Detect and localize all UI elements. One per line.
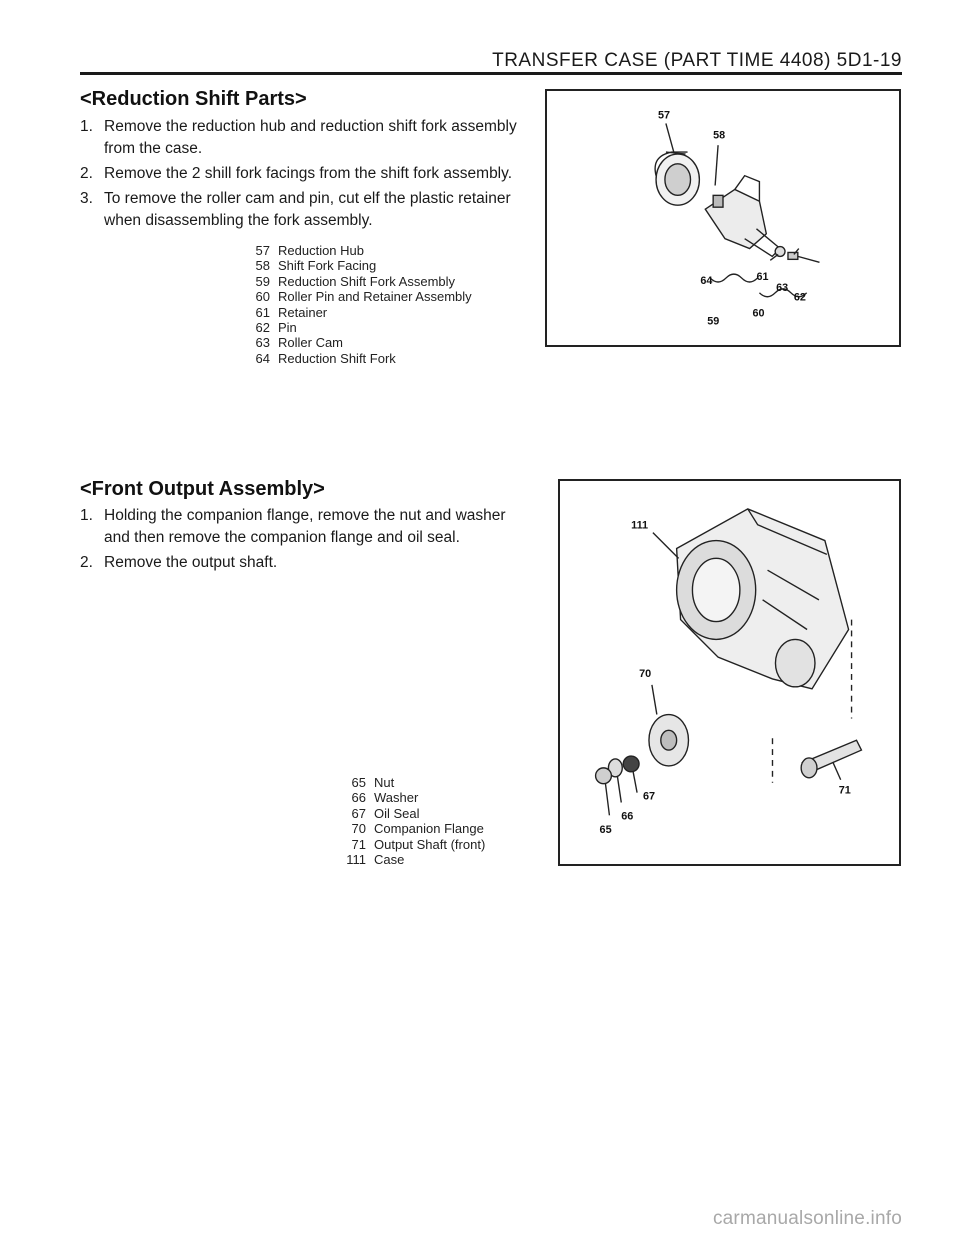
callout-label: 66 [621,810,634,823]
reduction-shift-drawing [547,91,899,345]
legend-label: Roller Cam [278,335,344,351]
legend-number: 111 [346,852,366,868]
legend-label: Shift Fork Facing [278,258,377,274]
legend-label: Output Shaft (front) [374,836,486,852]
callout-label: 71 [838,784,851,797]
figure-front-output-assembly [558,479,901,866]
legend-label: Reduction Hub [278,243,364,258]
legend-row [244,289,472,304]
front-output-drawing [560,481,899,864]
header-rule [80,72,902,75]
step-item [80,188,520,232]
legend-label: Oil Seal [374,805,420,821]
legend-number: 57 [255,243,270,258]
step-number: 2. [80,165,93,182]
step-item [80,505,520,549]
legend-label: Roller Pin and Retainer Assembly [278,289,472,305]
callout-label: 65 [599,824,612,837]
legend-row [244,243,472,258]
legend-row [244,320,472,335]
callout-label: 57 [658,109,671,122]
callout-label: 70 [639,667,652,680]
legend-front-output [340,775,485,867]
legend-row [244,335,472,350]
step-number: 3. [80,190,93,207]
legend-number: 65 [351,775,366,790]
step-text: Remove the output shaft. [104,554,278,571]
legend-reduction-shift [244,243,472,366]
legend-number: 58 [255,258,270,274]
legend-row [244,274,472,289]
legend-row [340,775,485,790]
legend-row [340,790,485,805]
callout-label: 60 [752,307,765,320]
step-text: Remove the 2 shill fork facings from the shift fork assembly. [104,165,513,182]
legend-label: Companion Flange [374,821,484,837]
legend-label: Nut [374,775,395,790]
legend-number: 63 [255,335,270,351]
step-number: 2. [80,554,93,571]
steps-front-output [80,505,520,577]
legend-number: 59 [255,273,270,289]
legend-row [340,852,485,867]
legend-label: Retainer [278,304,328,320]
legend-row [340,837,485,852]
legend-number: 70 [351,821,366,837]
legend-number: 64 [255,350,270,366]
step-number: 1. [80,118,93,135]
legend-label: Reduction Shift Fork [278,350,396,366]
step-text: To remove the roller cam and pin, cut elf the plastic retainer when disassembling the fork assembly. [104,190,511,229]
legend-row [340,821,485,836]
callout-label: 59 [707,315,720,328]
legend-row [244,351,472,366]
section-title-front-output: <Front Output Assembly> [80,478,325,500]
page-header-title: TRANSFER CASE (PART TIME 4408) 5D1-19 [492,50,902,71]
legend-row [244,258,472,273]
watermark-text: carmanualsonline.info [712,1208,902,1229]
section-title-reduction-shift: <Reduction Shift Parts> [80,88,307,110]
step-text: Remove the reduction hub and reduction shift fork assembly from the case. [104,118,517,157]
callout-label: 61 [756,271,769,284]
callout-label: 63 [776,281,789,294]
legend-label: Pin [278,320,297,336]
callout-label: 62 [793,291,806,304]
step-item [80,116,520,160]
legend-number: 67 [351,805,366,821]
legend-number: 66 [351,790,366,806]
legend-row [340,806,485,821]
callout-label: 64 [700,274,713,287]
step-text: Holding the companion flange, remove the nut and washer and then remove the companion flange and oil seal. [104,507,506,546]
step-item [80,163,520,185]
step-number: 1. [80,507,93,524]
callout-label: 111 [631,519,649,532]
legend-row [244,305,472,320]
legend-number: 60 [255,289,270,305]
legend-label: Washer [374,790,419,806]
steps-reduction-shift [80,116,520,235]
legend-number: 62 [255,320,270,336]
legend-number: 71 [351,836,366,852]
callout-label: 67 [643,790,656,803]
legend-number: 61 [255,304,270,320]
figure-reduction-shift-parts [545,89,901,347]
legend-label: Reduction Shift Fork Assembly [278,273,456,289]
step-item [80,552,520,574]
callout-label: 58 [713,129,726,142]
legend-label: Case [374,852,405,868]
